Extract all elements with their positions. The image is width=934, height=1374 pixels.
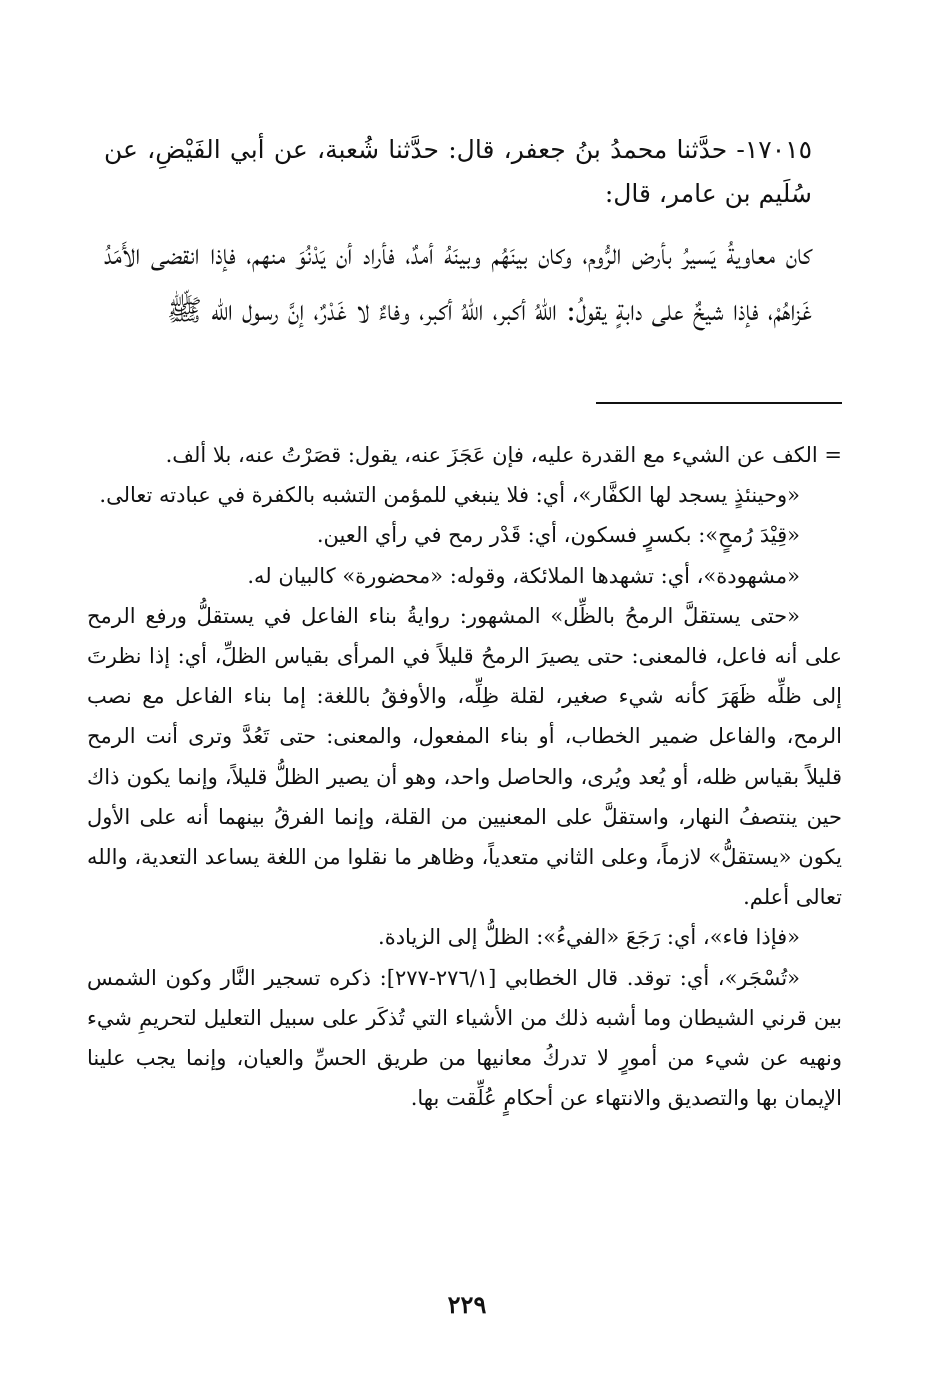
hadith-isnad: ١٧٠١٥- حدَّثنا محمدُ بنُ جعفر، قال: حدَّثنا شُعبة، عن أبي الفَيْضِ، عن سُلَيم بن عامر، قال: <box>104 135 812 208</box>
footnote-paragraph: «فإذا فاء»، أي: رَجَعَ «الفيءُ»: الظلُّ إلى الزيادة. <box>378 925 800 950</box>
page-number: ٢٢٩ <box>447 1290 487 1319</box>
footnote-paragraph: «مشهودة»، أي: تشهدها الملائكة، وقوله: «محضورة» كالبيان له. <box>247 563 800 588</box>
footnotes <box>87 435 842 1118</box>
footnote-continuation: = الكف عن الشيء مع القدرة عليه، فإن عَجَزَ عنه، يقول: قصَرْتُ عنه، بلا ألف. <box>165 443 842 467</box>
footnote-paragraph: «حتى يستقلَّ الرمحُ بالظِّل» المشهور: روايةُ بناء الفاعل في يستقلُّ ورفع الرمح على أنه فاعل، فالمعنى: حتى يصيرَ الرمحُ قليلاً في المرأى بقياس الظلِّ، أي: إذا نظرتَ إلى ظلِّه ظَهَرَ كأنه شيء صغير، لقلة ظِلِّه، والأوفقُ باللغة: إما بناء الفاعل مع نصب الرمح، والفاعل ضمير الخطاب، أو بناء المفعول، والمعنى: حتى تَعُدَّ وترى أنت الرمح قليلاً بقياس ظله، أو يُعد ويُرى، والحاصل واحد، وهو أن يصير الظلُّ قليلاً، وإنما يكون ذاك حين ينتصفُ النهار، واستقلَّ على المعنيين من القلة، وإنما الفرقُ بينهما أنه على الأول يكون «يستقلُّ» لازماً، وعلى الثاني متعدياً، وظاهر ما نقلوا من اللغة يساعد التعدية، والله تعالى أعلم. <box>87 603 842 910</box>
footnote-paragraph: «قِيْدَ رُمحٍ»: بكسرٍ فسكون، أي: قَدْر رمح في رأي العين. <box>316 523 800 548</box>
footnote-separator <box>596 402 842 404</box>
footnote-paragraph: «وحينئذٍ يسجد لها الكفَّار»، أي: فلا ينبغي للمؤمن التشبه بالكفرة في عبادته تعالى. <box>99 483 800 508</box>
hadith-matn: كان معاويةُ يَسيرُ بأرض الرُّوم، وكان بينَهُم وبينَهُ أمدٌ، فأراد أن يَدْنُوَ منهم، فإذا انقضى الأَمَدُ غَزاهُمْ، فإذا شيخٌ على دابةٍ يقولُ: اللهُ أكبر، اللهُ أكبر، وفاءٌ لا غَدْرٌ، إنَّ رسول الله ﷺ <box>104 237 812 327</box>
hadith-main-text <box>104 128 812 338</box>
footnote-paragraph: «تُسْجَر»، أي: توقد. قال الخطابي [٢٧٦/١-٢٧٧]: ذكره تسجير النَّار وكون الشمس بين قرني الشيطان وما أشبه ذلك من الأشياء التي تُذكَر على سبيل التعليل لتحريمِ شيء ونهيه عن شيء من أمورٍ لا تدركُ معانيها من طريق الحسِّ والعيان، وإنما يجب علينا الإيمان بها والتصديق والانتهاء عن أحكامٍ عُلِّقت بها. <box>87 965 842 1111</box>
